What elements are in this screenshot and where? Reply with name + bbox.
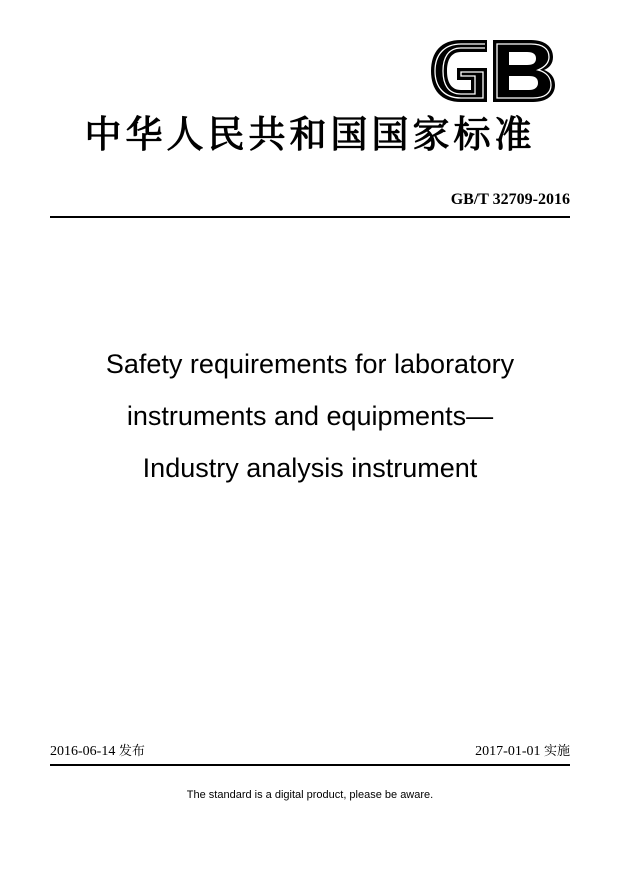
digital-product-notice: The standard is a digital product, please be aware. bbox=[186, 789, 434, 801]
top-divider bbox=[50, 216, 570, 218]
implement-date-block bbox=[475, 743, 570, 761]
issue-date: 2016-06-14 bbox=[50, 744, 116, 759]
implement-date: 2017-01-01 bbox=[475, 744, 541, 759]
issue-date-block bbox=[50, 743, 145, 761]
national-standard-title: 中华人民共和国国家标准 bbox=[84, 113, 536, 156]
implement-label: 实施 bbox=[543, 744, 570, 759]
english-title bbox=[0, 338, 620, 494]
english-title-line-1: Safety requirements for laboratory bbox=[105, 349, 515, 379]
gb-logo-b-shape bbox=[493, 40, 555, 102]
bottom-divider bbox=[50, 764, 570, 766]
english-title-line-3: Industry analysis instrument bbox=[142, 453, 478, 483]
english-title-line-2: instruments and equipments— bbox=[126, 401, 494, 431]
gb-logo-g-shape bbox=[431, 40, 487, 102]
standard-number: GB/T 32709-2016 bbox=[450, 191, 570, 208]
gb-logo bbox=[427, 38, 557, 104]
issue-label: 发布 bbox=[118, 744, 145, 759]
